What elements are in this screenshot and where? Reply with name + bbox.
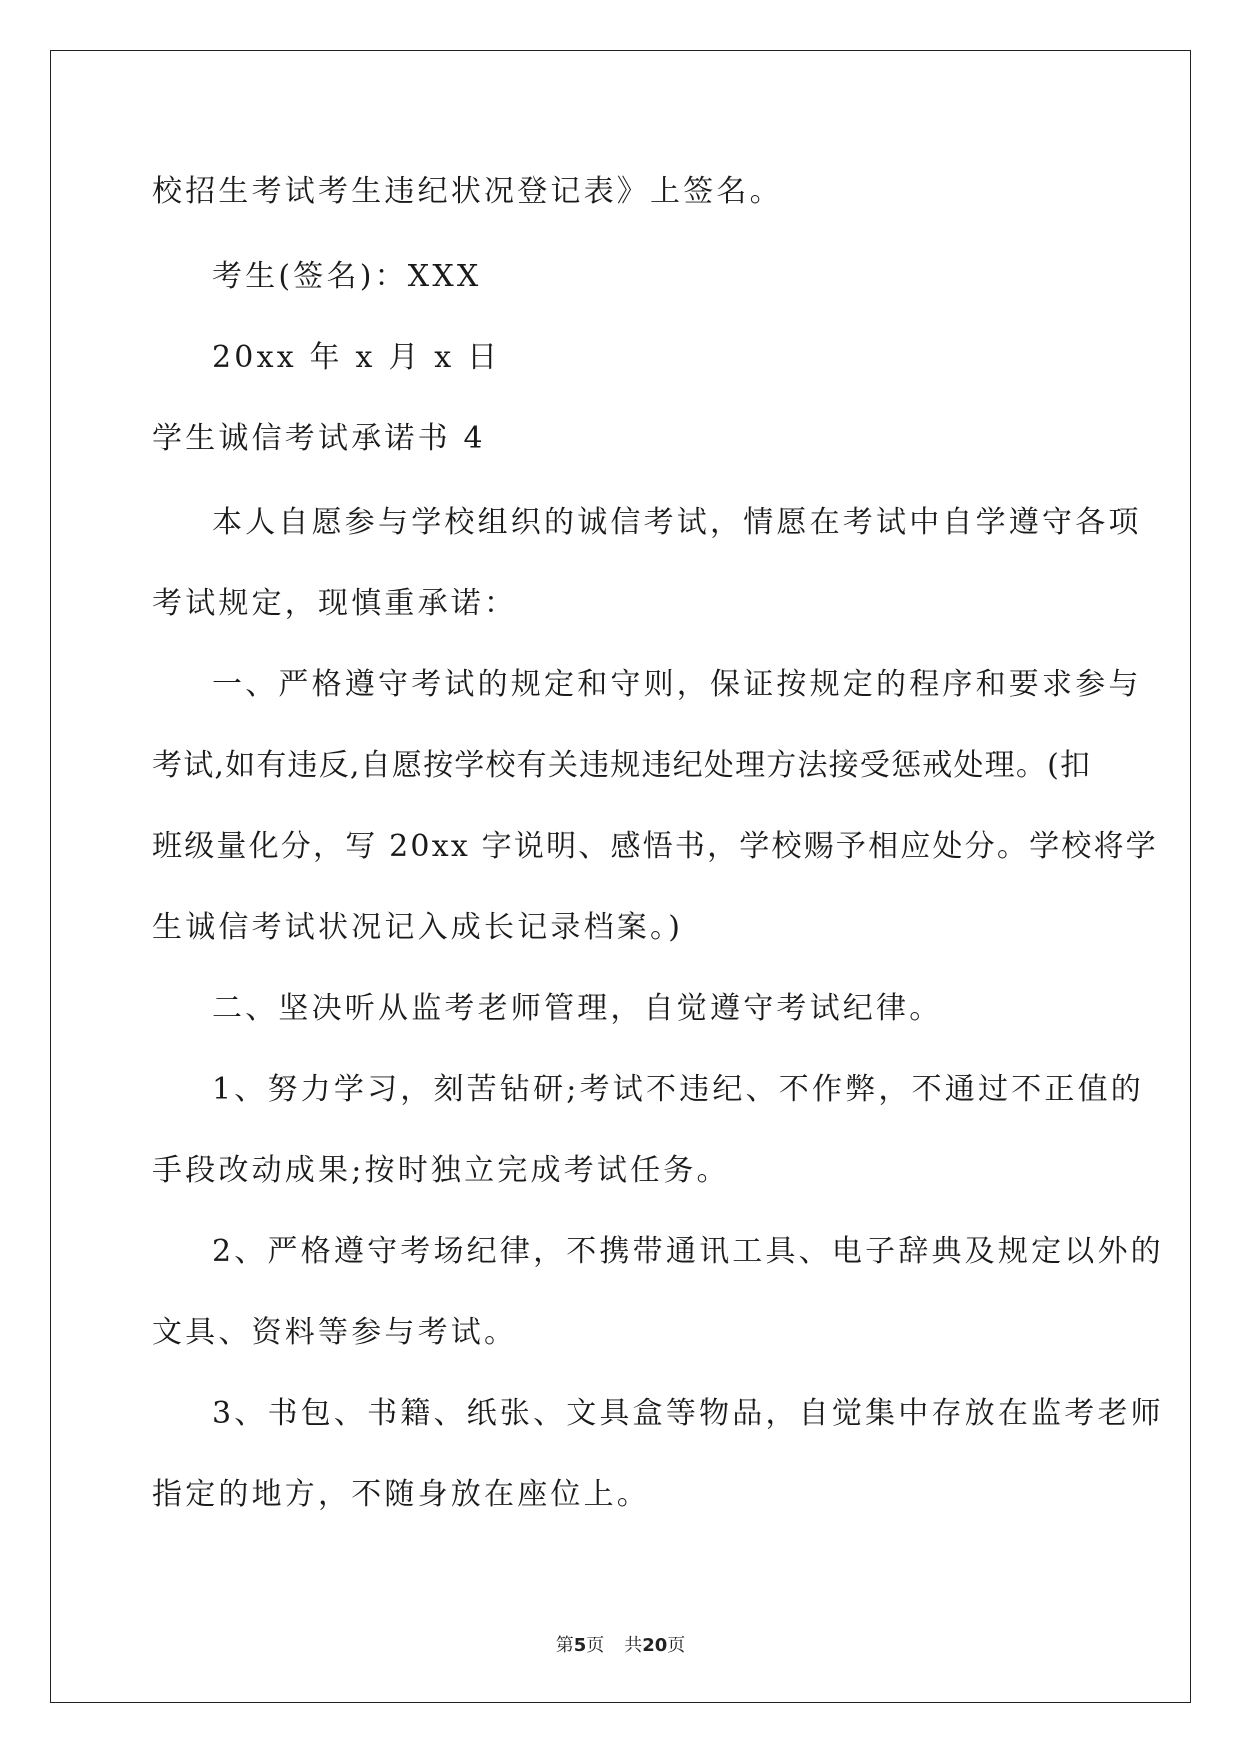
text-line: 指定的地方，不随身放在座位上。: [152, 1477, 650, 1512]
total-suffix: 页: [667, 1635, 686, 1656]
date-line: 20xx 年 x 月 x 日: [212, 340, 501, 375]
text-line: 生诚信考试状况记入成长记录档案。): [152, 910, 684, 945]
text-line: 校招生考试考生违纪状况登记表》上签名。: [152, 174, 783, 209]
signature-line: 考生(签名)：XXX: [212, 259, 482, 294]
page-number: 5: [573, 1635, 587, 1656]
text-line: 一、严格遵守考试的规定和守则，保证按规定的程序和要求参与: [212, 667, 1142, 702]
total-prefix: 共: [624, 1635, 643, 1656]
section-heading: 学生诚信考试承诺书 4: [152, 421, 486, 456]
page-border: [50, 50, 1191, 1703]
text-line: 本人自愿参与学校组织的诚信考试，情愿在考试中自学遵守各项: [212, 505, 1142, 540]
text-line: 考试,如有违反,自愿按学校有关违规违纪处理方法接受惩戒处理。(扣: [152, 748, 1092, 783]
text-line: 3、书包、书籍、纸张、文具盒等物品，自觉集中存放在监考老师: [212, 1396, 1164, 1431]
text-line: 二、坚决听从监考老师管理，自觉遵守考试纪律。: [212, 991, 943, 1026]
total-pages: 20: [642, 1635, 668, 1656]
text-line: 文具、资料等参与考试。: [152, 1315, 518, 1350]
text-line: 2、严格遵守考场纪律，不携带通讯工具、电子辞典及规定以外的: [212, 1234, 1164, 1269]
page-suffix: 页: [586, 1635, 605, 1656]
page-footer: [0, 1635, 1241, 1657]
text-line: 班级量化分，写 20xx 字说明、感悟书，学校赐予相应处分。学校将学: [152, 829, 1158, 864]
page-prefix: 第: [555, 1635, 574, 1656]
text-line: 考试规定，现慎重承诺：: [152, 586, 518, 621]
text-line: 手段改动成果;按时独立完成考试任务。: [152, 1153, 730, 1188]
text-line: 1、努力学习，刻苦钻研;考试不违纪、不作弊，不通过不正值的: [212, 1072, 1144, 1107]
